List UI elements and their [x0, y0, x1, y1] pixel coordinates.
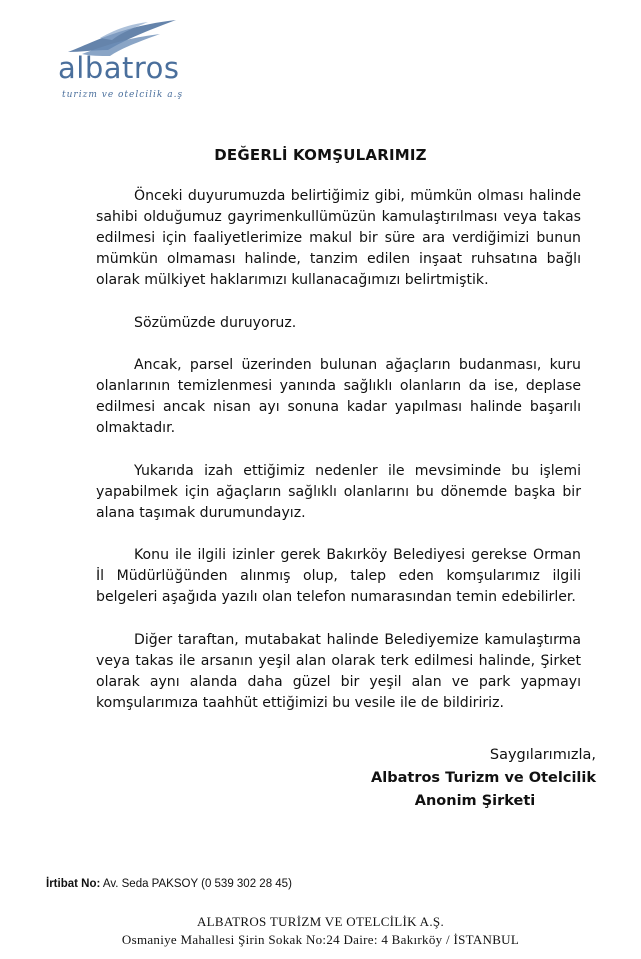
contact-label: İrtibat No: — [46, 878, 101, 890]
letter-body — [96, 186, 581, 735]
footer-address: Osmaniye Mahallesi Şirin Sokak No:24 Daire: 4 Bakırköy / İSTANBUL — [121, 932, 520, 947]
logo-wordmark: albatros — [58, 51, 180, 85]
paragraph-4: Yukarıda izah ettiğimiz nedenler ile mevsiminde bu işlemi yapabilmek için ağaçların sağlıklı olanlarını bu dönemde başka bir alana taşımak durumundayız. — [96, 462, 581, 521]
letter-title: DEĞERLİ KOMŞULARIMIZ — [214, 146, 427, 164]
contact-line — [46, 878, 292, 890]
contact-value: Av. Seda PAKSOY (0 539 302 28 45) — [102, 878, 292, 890]
logo-subtitle: turizm ve otelcilik a.ş — [62, 90, 184, 100]
page-footer — [0, 913, 641, 949]
letter-closing — [296, 744, 596, 813]
closing-greeting: Saygılarımızla, — [489, 747, 596, 763]
paragraph-2: Sözümüzde duruyoruz. — [134, 314, 297, 331]
signature-company-line2: Anonim Şirketi — [414, 793, 536, 809]
paragraph-3: Ancak, parsel üzerinden bulunan ağaçların budanması, kuru olanlarının temizlenmesi yanında sağlıklı olanların da ise, deplase edilmesi ancak nisan ayı sonuna kadar yapılması halinde başarılı olmaktadır. — [96, 357, 581, 436]
company-logo — [42, 14, 202, 104]
footer-company: ALBATROS TURİZM VE OTELCİLİK A.Ş. — [196, 914, 445, 929]
paragraph-5: Konu ile ilgili izinler gerek Bakırköy Belediyesi gerekse Orman İl Müdürlüğünden alınmış olup, talep eden komşularımız ilgili belgeleri aşağıda yazılı olan telefon numarasından temin edebilirler. — [96, 547, 581, 605]
paragraph-1: Önceki duyurumuzda belirtiğimiz gibi, mümkün olması halinde sahibi olduğumuz gayrimenkullümüzün kamulaştırılması veya takas edilmesi için faaliyetlerimize makul bir süre ara verdiğimizi bunun mümkün olmaması halinde, tanzim edilen inşaat ruhsatına bağlı olarak mülkiyet haklarımızı kullanacağımızı belirtmiştik. — [96, 188, 581, 288]
signature-company-line1: Albatros Turizm ve Otelcilik — [371, 770, 596, 786]
paragraph-6: Diğer taraftan, mutabakat halinde Belediyemize kamulaştırma veya takas ile arsanın yeşil alan olarak terk edilmesi halinde, Şirket olarak aynı alanda daha güzel bir yeşil alan ve park yapmayı komşularımıza taahhüt ettiğimizi bu vesile ile de bildiririz. — [96, 631, 581, 711]
